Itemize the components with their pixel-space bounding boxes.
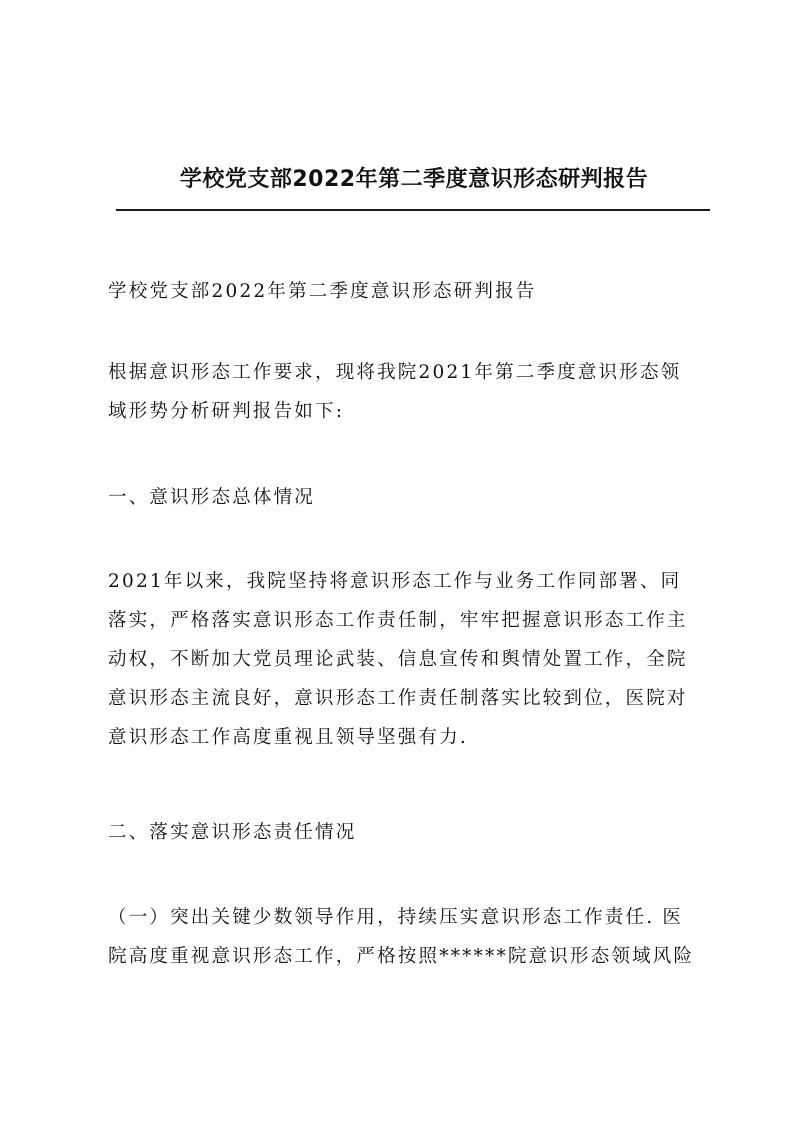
paragraph-line: 落实，严格落实意识形态工作责任制，牢牢把握意识形态工作主 <box>108 610 688 631</box>
paragraph-line: 根据意识形态工作要求，现将我院2021年第二季度意识形态领 <box>108 362 682 383</box>
document-title: 学校党支部2022年第二季度意识形态研判报告 <box>179 167 649 192</box>
paragraph-intro <box>108 353 708 431</box>
paragraph-line: 2021年以来，我院坚持将意识形态工作与业务工作同部署、同 <box>108 571 682 592</box>
paragraph-line: 学校党支部2022年第二季度意识形态研判报告 <box>108 281 537 302</box>
paragraph-line: 动权，不断加大党员理论武装、信息宣传和舆情处置工作，全院 <box>108 649 688 670</box>
paragraph-line: 意识形态主流良好，意识形态工作责任制落实比较到位，医院对 <box>108 688 688 709</box>
paragraph-line: 域形势分析研判报告如下: <box>108 401 345 422</box>
paragraph-subtitle <box>108 272 708 311</box>
paragraph-overview <box>108 562 708 757</box>
title-divider <box>116 209 710 211</box>
paragraph-responsibility <box>108 898 708 976</box>
paragraph-line: 意识形态工作高度重视且领导坚强有力. <box>108 727 468 748</box>
section-heading-2 <box>108 813 708 852</box>
paragraph-line: 二、落实意识形态责任情况 <box>108 822 357 843</box>
paragraph-line: （一）突出关键少数领导作用，持续压实意识形态工作责任. 医 <box>108 907 684 928</box>
paragraph-line: 一、意识形态总体情况 <box>108 487 316 508</box>
section-heading-1 <box>108 478 708 517</box>
paragraph-line: 院高度重视意识形态工作，严格按照******院意识形态领域风险 <box>108 946 695 967</box>
